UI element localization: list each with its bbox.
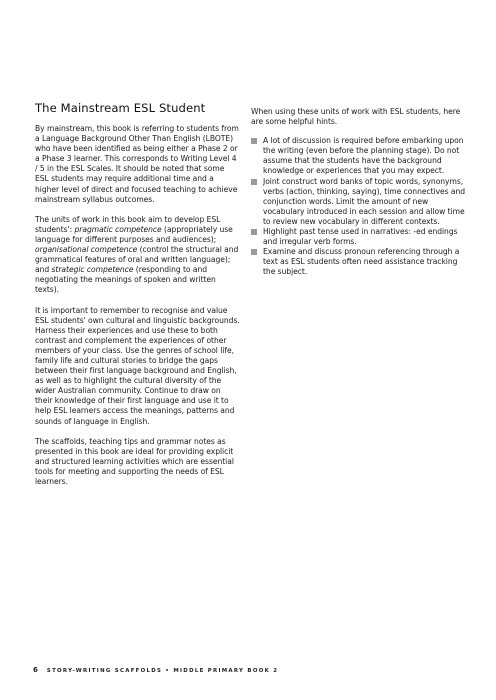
- hint-item: [251, 227, 471, 247]
- page-footer: [33, 666, 473, 674]
- hint-text: A lot of discussion is required before embarking upon the writing (even before the planning stage). Do not assume that the students have the background knowledge or experiences that you may expect.: [263, 136, 464, 176]
- pragmatic-competence-term: pragmatic competence: [74, 224, 162, 234]
- hints-list: [251, 136, 471, 277]
- section-heading: The Mainstream ESL Student: [35, 101, 206, 115]
- paragraph-scaffolds: The scaffolds, teaching tips and grammar notes as presented in this book are ideal for providing explicit and structured learning activities which are essential tools for meeting and supporting the needs of ESL learners.: [35, 436, 234, 486]
- hint-text: Examine and discuss pronoun referencing through a text as ESL students often need assistance tracking the subject.: [263, 247, 460, 277]
- paragraph-cultural-backgrounds: It is important to remember to recognise and value ESL students' own cultural and linguistic backgrounds. Harness their experiences and use these to both contrast and complement the experiences of other members of your class. Use the genres of school life, family life and cultural stories to bridge the gaps between their first language background and English, as well as to highlight the cultural diversity of the wider Australian community. Continue to draw on their knowledge of their first language and use it to help ESL learners access the meanings, patterns and sounds of language in English.: [35, 305, 240, 426]
- hints-intro: When using these units of work with ESL students, here are some helpful hints.: [251, 107, 461, 127]
- competences-text-c: (appropriately use language for different purposes and audiences);: [35, 224, 233, 244]
- paragraph-mainstream-definition: By mainstream, this book is referring to students from a Language Background Other Than English (LBOTE) who have been identified as being either a Phase 2 or a Phase 3 learner. This corresponds to Writing Level 4 / 5 in the ESL Scales. It should be noted that some ESL students may require additional time and a higher level of direct and focused teaching to achieve mainstream syllabus outcomes.: [35, 124, 239, 204]
- footer-book-title: STORY-WRITING SCAFFOLDS • MIDDLE PRIMARY BOOK 2: [46, 668, 279, 674]
- hint-text: Joint construct word banks of topic words, synonyms, verbs (action, thinking, saying), time connectives and conjunction words. Limit the amount of new vocabulary introduced in each session and allow time to review new vocabulary in different contexts.: [263, 176, 466, 226]
- hint-item: [251, 136, 471, 176]
- hint-item: [251, 177, 471, 227]
- paragraph-competences: [35, 215, 240, 296]
- square-bullet-icon: [251, 179, 257, 185]
- hint-text: Highlight past tense used in narratives: -ed endings and irregular verb forms.: [263, 227, 458, 247]
- square-bullet-icon: [251, 138, 257, 144]
- square-bullet-icon: [251, 249, 257, 255]
- right-column: [251, 107, 471, 278]
- square-bullet-icon: [251, 229, 257, 235]
- strategic-competence-term: strategic competence: [51, 265, 134, 275]
- left-column: [35, 101, 240, 497]
- competences-text-g: (responding to and negotiating the meanings of spoken and written texts).: [35, 265, 216, 295]
- hint-item: [251, 247, 471, 277]
- competences-text-a: The units of work in this book aim to develop ESL students':: [35, 214, 221, 234]
- organisational-competence-term: organisational competence: [35, 245, 138, 255]
- page-number: 6: [33, 666, 38, 674]
- competences-text-e: (control the structural and grammatical features of oral and written language); and: [35, 245, 239, 275]
